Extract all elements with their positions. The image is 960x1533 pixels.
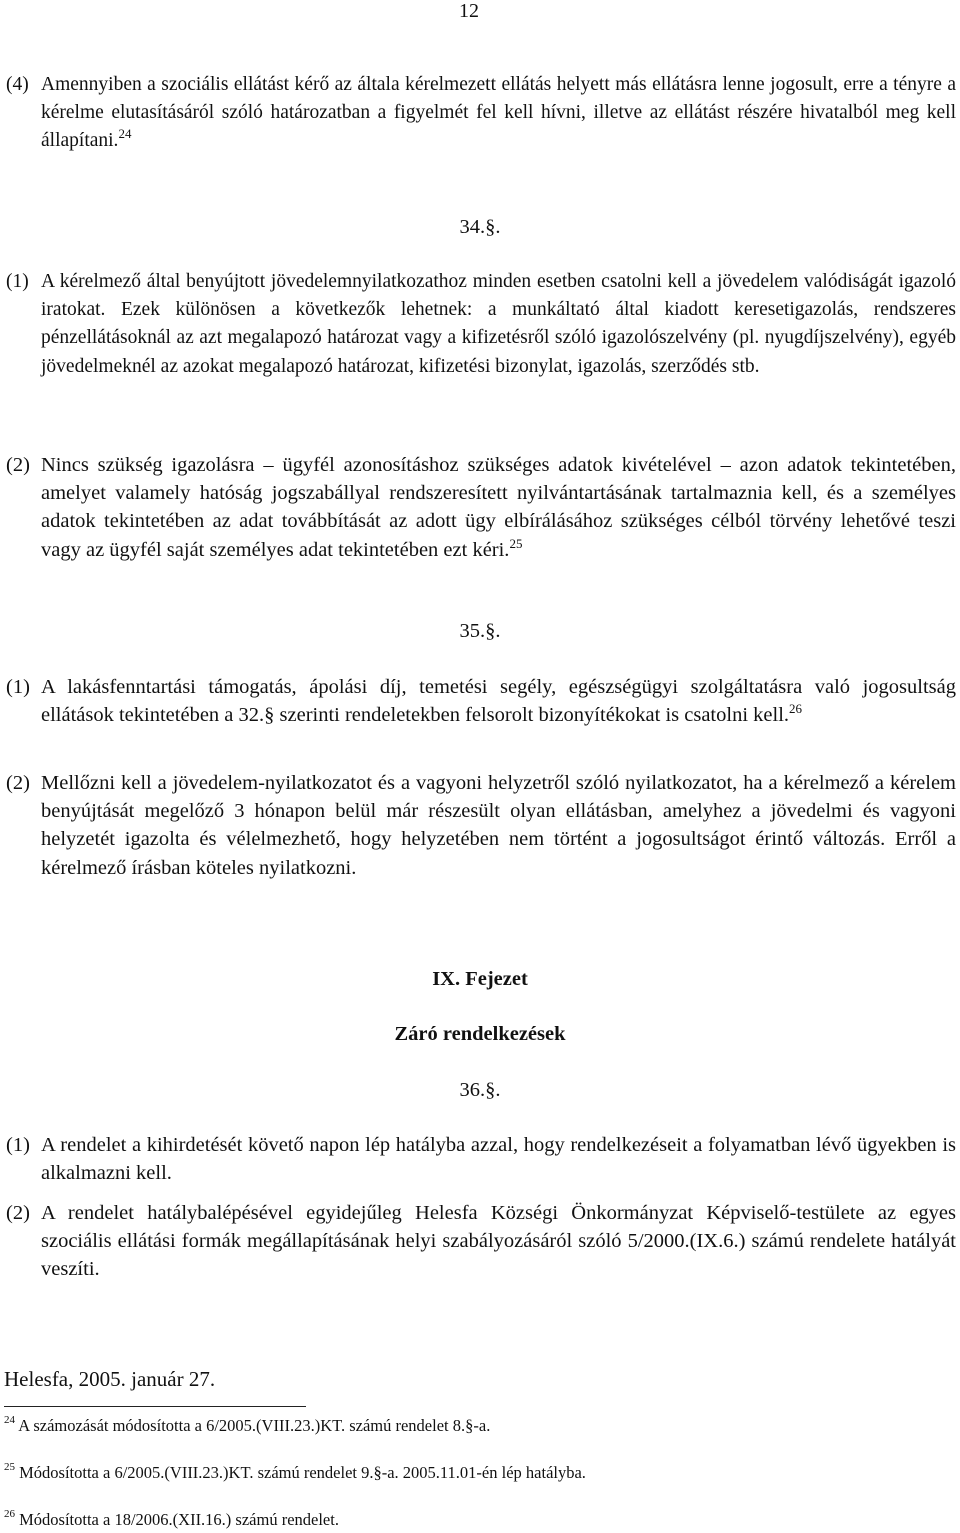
section-heading-35: 35.§. [459, 620, 501, 642]
paragraph-number: (1) [6, 676, 30, 698]
footnote-divider [4, 1406, 306, 1407]
paragraph-34-2 [6, 451, 956, 564]
chapter-title: IX. Fejezet [432, 968, 528, 990]
paragraph-36-1 [6, 1131, 956, 1187]
section-heading-36: 36.§. [459, 1079, 501, 1101]
paragraph-number: (2) [6, 1202, 30, 1224]
footnote-number: 26 [4, 1508, 15, 1520]
paragraph-number: (1) [6, 271, 29, 292]
place-date: Helesfa, 2005. január 27. [4, 1367, 216, 1391]
paragraph-35-1 [6, 673, 956, 729]
footnote-text: A számozását módosította a 6/2005.(VIII.23.)KT. számú rendelet 8.§-a. [18, 1416, 491, 1435]
footnote-25 [4, 1463, 586, 1483]
paragraph-33-4 [6, 71, 956, 156]
paragraph-number: (1) [6, 1134, 30, 1156]
footnote-text: Módosította a 18/2006.(XII.16.) számú rendelet. [19, 1510, 339, 1529]
paragraph-text: Nincs szükség igazolásra – ügyfél azonosításhoz szükséges adatok kivételével – azon adatok tekintetében, amelyet valamely hatóság jogszabállyal rendszeresített nyilvántartásának tartalmaznia kell, és a személyes adatok tekintetében az adat továbbítását az adott ügy elbírálásához szükséges célból törvény lehetővé teszi vagy az ügyfél saját személyes adat tekintetében ezt kéri. [41, 454, 956, 561]
footnote-24 [4, 1416, 490, 1436]
footnote-ref-26: 26 [789, 701, 803, 717]
paragraph-text: A kérelmező által benyújtott jövedelemnyilatkozathoz minden esetben csatolni kell a jövedelem valódiságát igazoló iratokat. Ezek különösen a következők lehetnek: a munkáltató által kiadott keresetigazolás, rendszeres pénzellátásoknál az azt megalapozó határozat vagy a kifizetésről szóló igazolószelvény (pl. nyugdíjszelvény), egyéb jövedelmeknél az azokat megalapozó határozat, kifizetési bizonylat, igazolás, szerződés stb. [41, 271, 956, 377]
chapter-subtitle: Záró rendelkezések [394, 1023, 566, 1045]
footnote-26 [4, 1510, 339, 1530]
paragraph-35-2 [6, 769, 956, 882]
paragraph-text: A lakásfenntartási támogatás, ápolási díj, temetési segély, egészségügyi szolgáltatásra való jogosultság ellátások tekintetében a 32.§ szerinti rendeletekben felsorolt bizonyítékokat is csatolni kell. [41, 676, 956, 727]
paragraph-text: A rendelet a kihirdetését követő napon lép hatályba azzal, hogy rendelkezéseit a folyamatban lévő ügyekben is alkalmazni kell. [41, 1134, 956, 1185]
paragraph-36-2 [6, 1199, 956, 1284]
paragraph-number: (2) [6, 454, 30, 476]
section-heading-34: 34.§. [459, 216, 501, 238]
paragraph-text: Mellőzni kell a jövedelem-nyilatkozatot és a vagyoni helyzetről szóló nyilatkozatot, ha a kérelmező a kérelem benyújtását megelőző 3 hónapon belül már részesült olyan ellátásban, amelyhez a jövedelmi és vagyoni helyzetét igazolta és vélelmezhető, hogy helyzetében nem történt a jogosultságot érintő változás. Erről a kérelmező írásban köteles nyilatkozni. [41, 772, 956, 879]
paragraph-text: Amennyiben a szociális ellátást kérő az általa kérelmezett ellátás helyett más ellátásra lenne jogosult, erre a tényre a kérelme elutasításáról szóló határozatban a figyelmét fel kell hívni, illetve az ellátást részére hivatalból meg kell állapítani. [41, 74, 956, 152]
footnote-ref-24: 24 [118, 126, 132, 142]
footnote-number: 25 [4, 1461, 15, 1473]
paragraph-34-1 [6, 268, 956, 381]
footnote-number: 24 [4, 1414, 15, 1426]
paragraph-number: (2) [6, 772, 30, 794]
paragraph-text: A rendelet hatálybalépésével egyidejűleg Helesfa Községi Önkormányzat Képviselő-testülete az egyes szociális ellátási formák megállapításának helyi szabályozásáról szóló 5/2000.(IX.6.) számú rendelete hatályát veszíti. [41, 1202, 956, 1281]
footnote-ref-25: 25 [509, 535, 523, 551]
footnote-text: Módosította a 6/2005.(VIII.23.)KT. számú rendelet 9.§-a. 2005.11.01-én lép hatályba. [19, 1463, 586, 1482]
paragraph-number: (4) [6, 74, 29, 95]
page-number: 12 [459, 0, 479, 22]
